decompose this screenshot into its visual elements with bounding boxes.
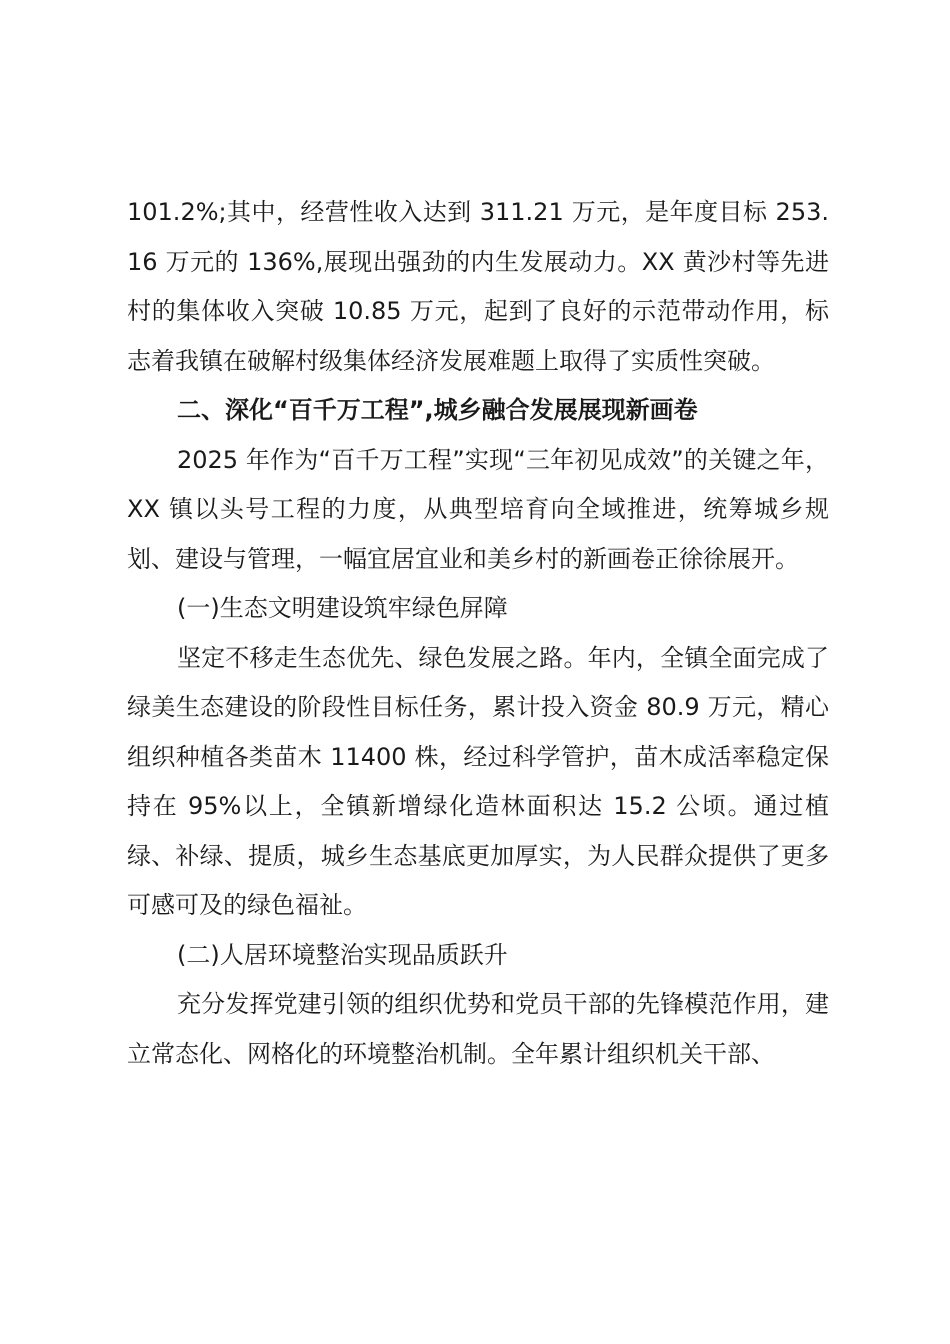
section-heading: 二、深化“百千万工程”,城乡融合发展展现新画卷 (177, 396, 698, 424)
paragraph-body: 坚定不移走生态优先、绿色发展之路。年内，全镇全面完成了绿美生态建设的阶段性目标任务，累计投入资金 80.9 万元，精心组织种植各类苗木 11400 株，经过科学管护，苗木成活率稳定保持在 95%以上，全镇新增绿化造林面积达 15.2 公顷。通过植绿、补绿、提质，城乡生态基底更加厚实，为人民群众提供了更多可感可及的绿色福祉。 (127, 643, 829, 919)
subsection-heading: (一)生态文明建设筑牢绿色屏障 (177, 594, 508, 622)
paragraph-body: 2025 年作为“百千万工程”实现“三年初见成效”的关键之年，XX 镇以头号工程的力度，从典型培育向全域推进，统筹城乡规划、建设与管理，一幅宜居宜业和美乡村的新画卷正徐徐展开。 (127, 445, 829, 573)
subsection-heading: (二)人居环境整治实现品质跃升 (177, 940, 508, 969)
document-body (127, 188, 829, 1079)
paragraph-continuation: 101.2%;其中，经营性收入达到 311.21 万元，是年度目标 253.16 万元的 136%,展现出强劲的内生发展动力。XX 黄沙村等先进村的集体收入突破 10.85 万元，起到了良好的示范带动作用，标志着我镇在破解村级集体经济发展难题上取得了实质性突破。 (127, 198, 829, 375)
paragraph-body: 充分发挥党建引领的组织优势和党员干部的先锋模范作用，建立常态化、网格化的环境整治机制。全年累计组织机关干部、 (127, 990, 829, 1068)
